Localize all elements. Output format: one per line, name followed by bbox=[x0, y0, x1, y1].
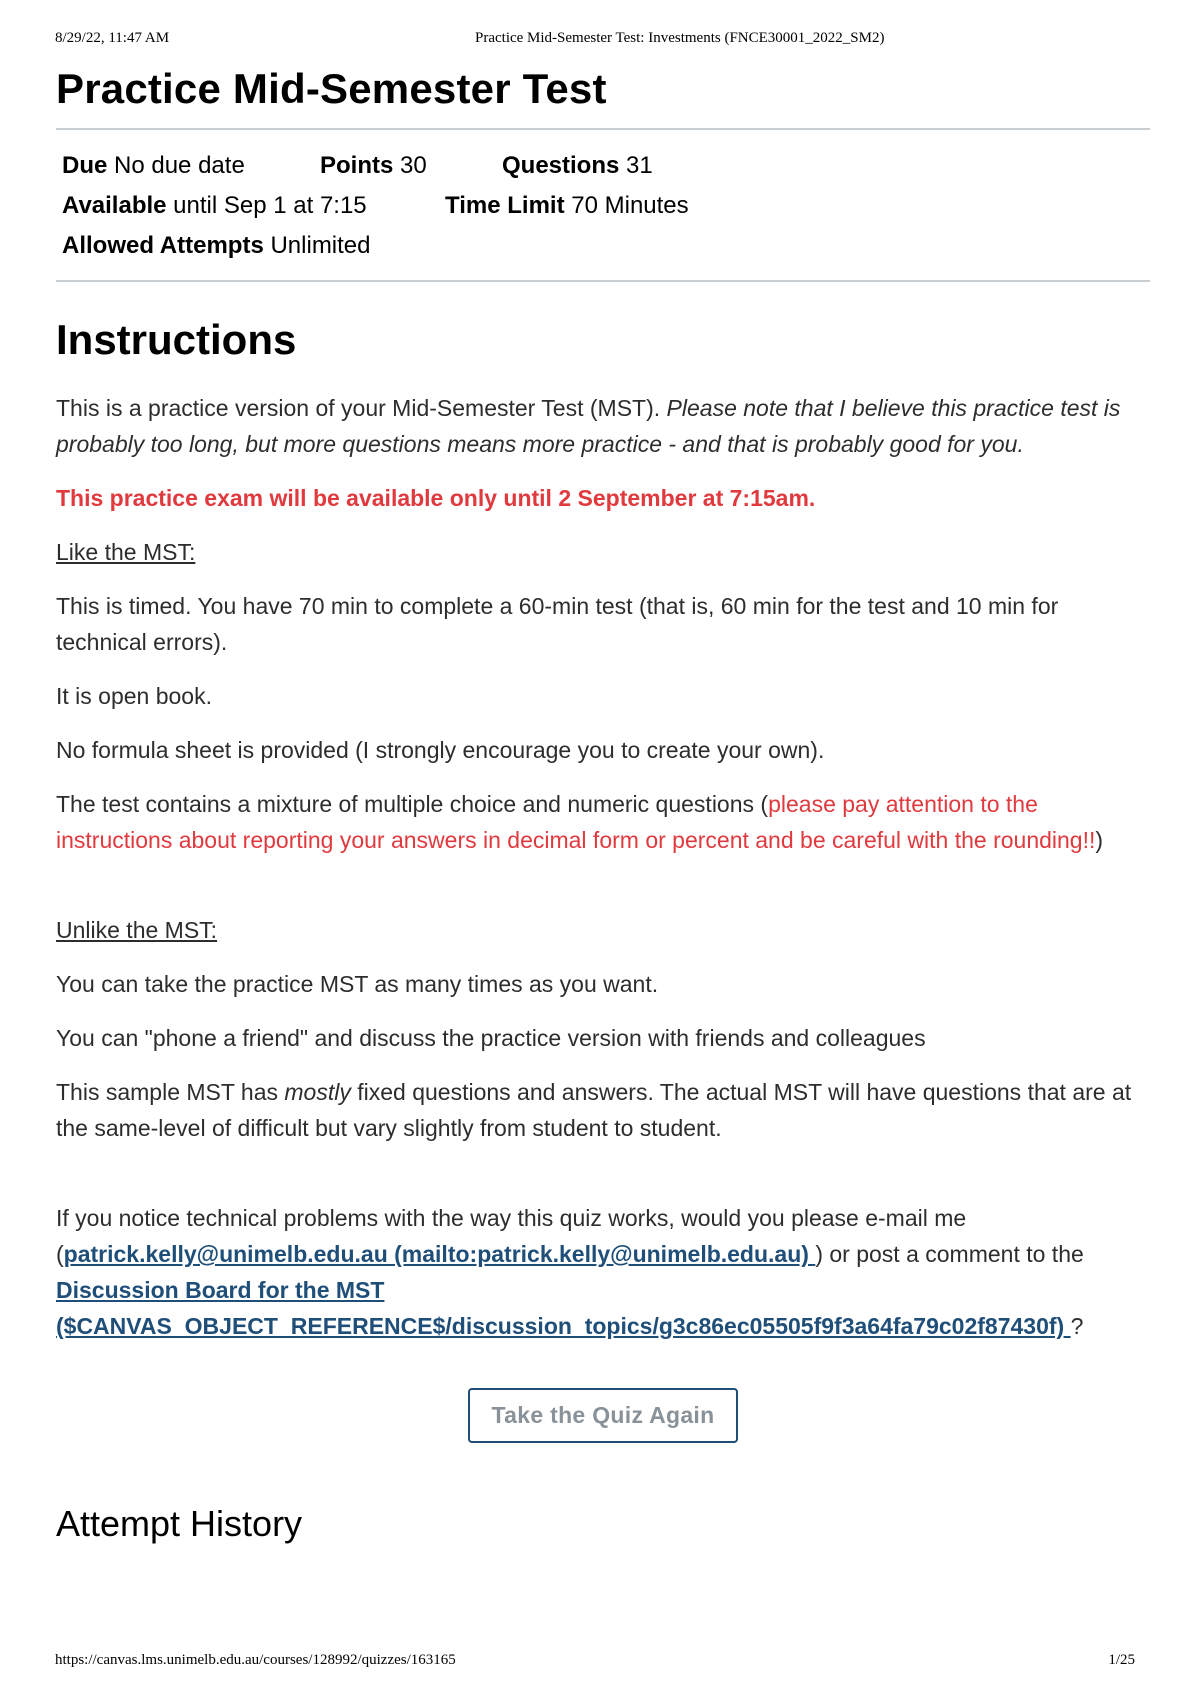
questions-label: Questions bbox=[502, 152, 620, 179]
rounding-warning: please pay attention to the instructions about reporting your answers in decimal form or percent and be careful with the rounding!! bbox=[56, 791, 1096, 853]
available-info bbox=[62, 186, 367, 226]
print-url: https://canvas.lms.unimelb.edu.au/courses/128992/quizzes/163165 bbox=[55, 1652, 456, 1668]
due-info bbox=[62, 146, 245, 186]
attempts-label: Allowed Attempts bbox=[62, 232, 264, 259]
instructions-heading: Instructions bbox=[56, 316, 297, 363]
intro-paragraph bbox=[56, 390, 1150, 462]
attempts-info bbox=[62, 226, 371, 266]
time-limit-info bbox=[445, 186, 689, 226]
unlike-friend-paragraph: You can "phone a friend" and discuss the practice version with friends and colleagues bbox=[56, 1025, 926, 1051]
points-info bbox=[320, 146, 427, 186]
email-link[interactable]: patrick.kelly@unimelb.edu.au (mailto:patrick.kelly@unimelb.edu.au) bbox=[63, 1241, 816, 1267]
attempts-value: Unlimited bbox=[270, 232, 371, 259]
due-value: No due date bbox=[114, 152, 245, 179]
contact-text-b: ) or post a comment to the bbox=[815, 1241, 1084, 1267]
questions-info bbox=[502, 146, 653, 186]
time-limit-value: 70 Minutes bbox=[571, 192, 689, 219]
fixed-questions-text-a: This sample MST has bbox=[56, 1079, 285, 1105]
quiz-details-row-2 bbox=[62, 186, 1150, 226]
unlike-mst-heading: Unlike the MST: bbox=[56, 917, 218, 943]
contact-paragraph bbox=[56, 1200, 1150, 1344]
like-open-book-paragraph: It is open book. bbox=[56, 683, 212, 709]
intro-text: This is a practice version of your Mid-Semester Test (MST). bbox=[56, 395, 667, 421]
like-timed-paragraph: This is timed. You have 70 min to complete a 60-min test (that is, 60 min for the test and 10 min for technical errors). bbox=[56, 593, 1059, 655]
intro-note: Please note that I believe this practice test is probably too long, but more questions means more practice - and that is probably good for you. bbox=[56, 395, 1121, 457]
quiz-details-row-1 bbox=[62, 146, 1150, 186]
questions-value: 31 bbox=[626, 152, 653, 179]
unlike-retake-paragraph: You can take the practice MST as many times as you want. bbox=[56, 971, 659, 997]
discussion-board-link[interactable]: Discussion Board for the MST ($CANVAS_OBJECT_REFERENCE$/discussion_topics/g3c86ec05505f9f3a64fa79c02f87430f) bbox=[56, 1277, 1071, 1339]
like-formula-paragraph: No formula sheet is provided (I strongly encourage you to create your own). bbox=[56, 737, 825, 763]
fixed-questions-text-b: fixed questions and answers. The actual MST will have questions that are at the same-level of difficult but vary slightly from student to student. bbox=[56, 1079, 1132, 1141]
points-value: 30 bbox=[400, 152, 427, 179]
fixed-questions-emphasis: mostly bbox=[284, 1079, 351, 1105]
contact-text-a: If you notice technical problems with the way this quiz works, would you please e-mail me ( bbox=[56, 1205, 967, 1267]
page-number: 1/25 bbox=[1108, 1652, 1135, 1668]
spacer bbox=[56, 876, 1150, 912]
contact-text-c: ? bbox=[1070, 1313, 1084, 1339]
instructions-body bbox=[56, 390, 1150, 1344]
unlike-fixed-questions-paragraph bbox=[56, 1074, 1150, 1146]
quiz-details bbox=[56, 128, 1150, 282]
page-title: Practice Mid-Semester Test bbox=[56, 65, 607, 112]
availability-notice: This practice exam will be available only until 2 September at 7:15am. bbox=[56, 485, 816, 511]
attempt-history-heading: Attempt History bbox=[56, 1503, 303, 1544]
quiz-details-row-3 bbox=[62, 226, 1150, 266]
spacer bbox=[56, 1164, 1150, 1200]
time-limit-label: Time Limit bbox=[445, 192, 565, 219]
question-types-text: The test contains a mixture of multiple choice and numeric questions ( bbox=[56, 791, 769, 817]
like-mst-heading: Like the MST: bbox=[56, 539, 196, 565]
available-label: Available bbox=[62, 192, 167, 219]
available-value: until Sep 1 at 7:15 bbox=[173, 192, 367, 219]
like-question-types-paragraph bbox=[56, 786, 1150, 858]
print-datetime: 8/29/22, 11:47 AM bbox=[55, 30, 170, 46]
take-quiz-again-button[interactable]: Take the Quiz Again bbox=[468, 1388, 739, 1443]
points-label: Points bbox=[320, 152, 394, 179]
quiz-page bbox=[56, 60, 1150, 1547]
quiz-actions bbox=[56, 1388, 1150, 1443]
question-types-close: ) bbox=[1095, 827, 1104, 853]
print-page-title: Practice Mid-Semester Test: Investments (FNCE30001_2022_SM2) bbox=[475, 30, 885, 46]
due-label: Due bbox=[62, 152, 108, 179]
